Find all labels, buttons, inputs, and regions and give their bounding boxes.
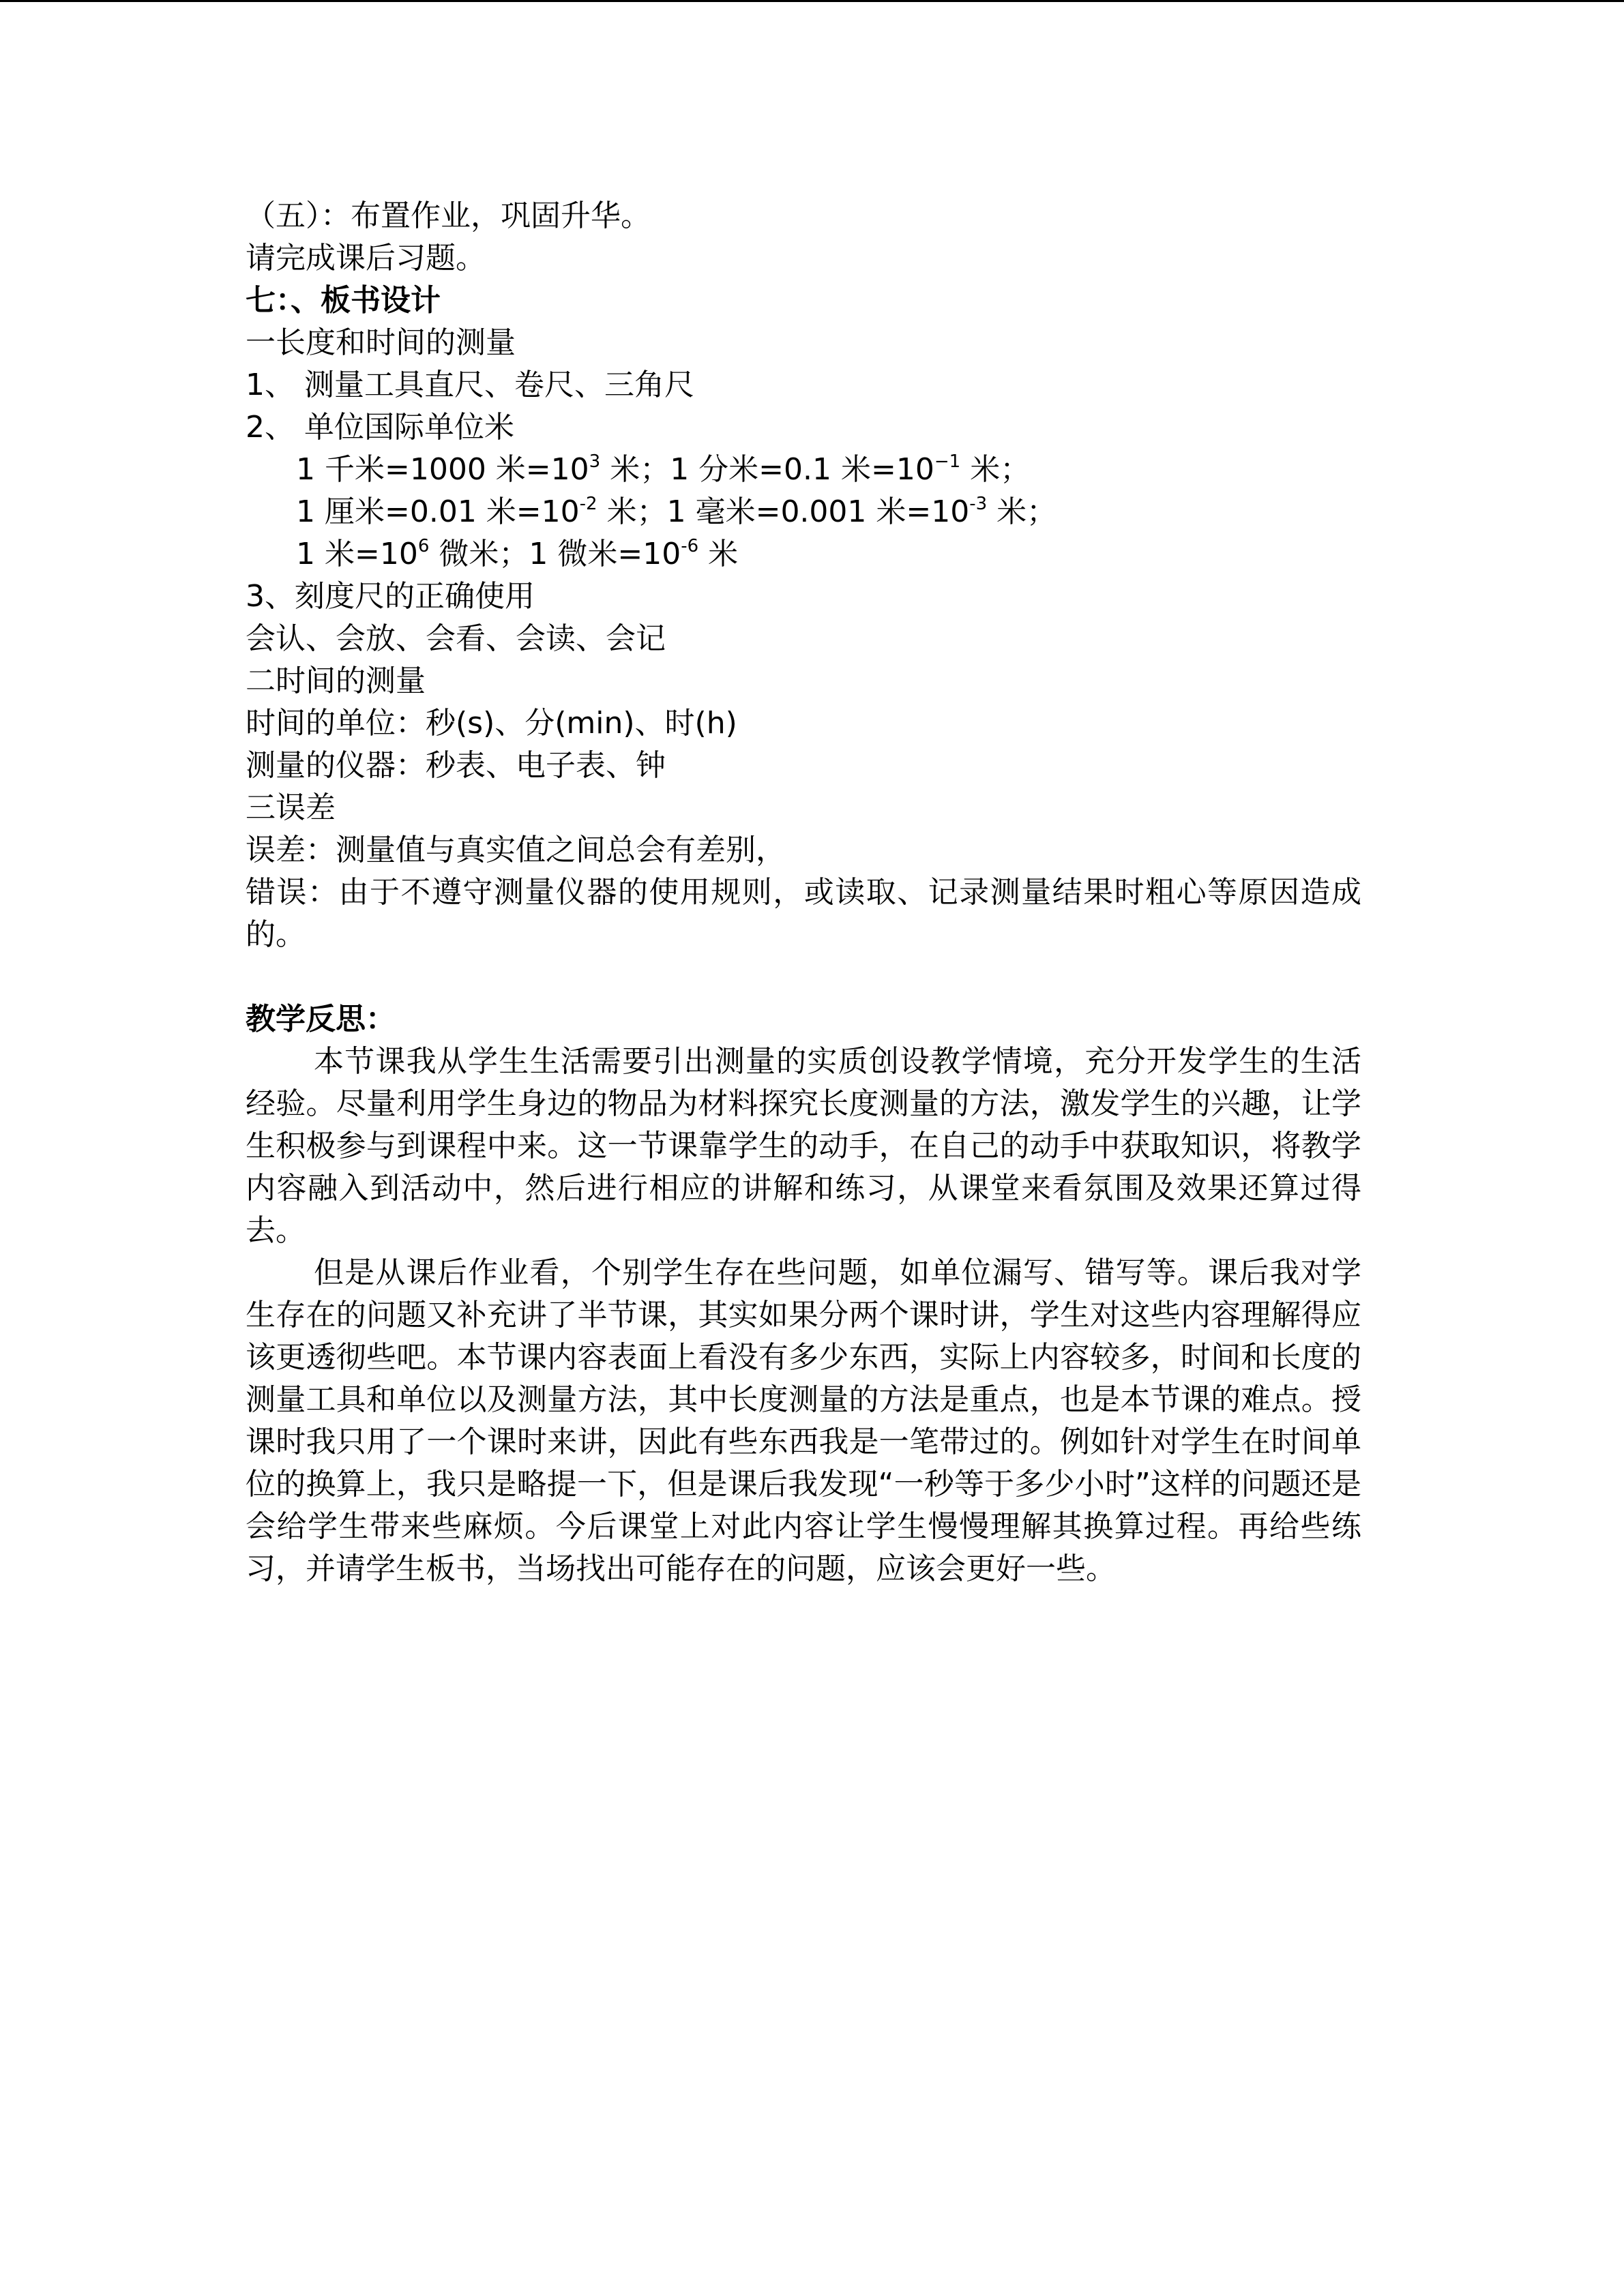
conversion-line-1 (246, 449, 1361, 491)
section-one-title: 一长度和时间的测量 (246, 325, 516, 360)
ruler-usage-steps: 会认、会放、会看、会读、会记 (246, 621, 666, 656)
conversion-text: 1 厘米=0.01 米=10 (296, 494, 580, 529)
conversion-text: 米；1 毫米=0.001 米=10 (597, 494, 970, 529)
step-five-line: （五）：布置作业，巩固升华。 (246, 198, 651, 233)
conversion-line-3 (246, 533, 1361, 576)
exponent: -3 (969, 494, 988, 514)
reflection-paragraph-1: 本节课我从学生生活需要引出测量的实质创设教学情境，充分开发学生的生活经验。尽量利用学生身边的物品为材料探究长度测量的方法，激发学生的兴趣，让学生积极参与到课程中来。这一节课靠学生的动手，在自己的动手中获取知识，将教学内容融入到活动中，然后进行相应的讲解和练习，从课堂来看氛围及效果还算过得去。 (246, 1044, 1361, 1248)
homework-line: 请完成课后习题。 (246, 241, 486, 275)
document-page (246, 195, 1361, 1590)
unit-item: 2、 单位国际单位米 (246, 410, 514, 445)
time-units-line: 时间的单位：秒(s)、分(min)、时(h) (246, 706, 737, 741)
exponent: -2 (579, 494, 597, 514)
exponent: 3 (589, 451, 601, 472)
exponent: 6 (417, 536, 430, 556)
page-top-border (0, 0, 1624, 2)
reflection-paragraph-2: 但是从课后作业看，个别学生存在些问题，如单位漏写、错写等。课后我对学生存在的问题又补充讲了半节课，其实如果分两个课时讲，学生对这些内容理解得应该更透彻些吧。本节课内容表面上看没有多少东西，实际上内容较多，时间和长度的测量工具和单位以及测量方法，其中长度测量的方法是重点，也是本节课的难点。授课时我只用了一个课时来讲，因此有些东西我是一笔带过的。例如针对学生在时间单位的换算上，我只是略提一下，但是课后我发现“一秒等于多少小时”这样的问题还是会给学生带来些麻烦。今后课堂上对此内容让学生慢慢理解其换算过程。再给些练习，并请学生板书，当场找出可能存在的问题，应该会更好一些。 (246, 1255, 1361, 1586)
mistake-definition: 错误：由于不遵守测量仪器的使用规则，或读取、记录测量结果时粗心等原因造成的。 (246, 875, 1361, 952)
reflection-heading: 教学反思： (246, 1002, 396, 1037)
conversion-text: 米； (960, 452, 1031, 487)
spacer (246, 956, 1361, 998)
exponent: −1 (934, 451, 961, 472)
conversion-line-2 (246, 491, 1361, 533)
board-design-heading: 七：、板书设计 (246, 283, 441, 318)
conversion-text: 米； (987, 494, 1057, 529)
ruler-usage-item: 3、刻度尺的正确使用 (246, 579, 535, 614)
error-definition: 误差：测量值与真实值之间总会有差别， (246, 833, 786, 867)
conversion-text: 1 千米=1000 米=10 (296, 452, 589, 487)
conversion-text: 1 米=10 (296, 537, 418, 571)
section-two-title: 二时间的测量 (246, 664, 426, 698)
conversion-text: 米；1 分米=0.1 米=10 (600, 452, 934, 487)
section-three-title: 三误差 (246, 790, 336, 825)
measuring-tools-item: 1、 测量工具直尺、卷尺、三角尺 (246, 368, 694, 402)
conversion-text: 米 (698, 537, 739, 571)
time-tools-line: 测量的仪器：秒表、电子表、钟 (246, 748, 666, 783)
conversion-text: 微米；1 微米=10 (429, 537, 681, 571)
exponent: -6 (681, 536, 699, 556)
